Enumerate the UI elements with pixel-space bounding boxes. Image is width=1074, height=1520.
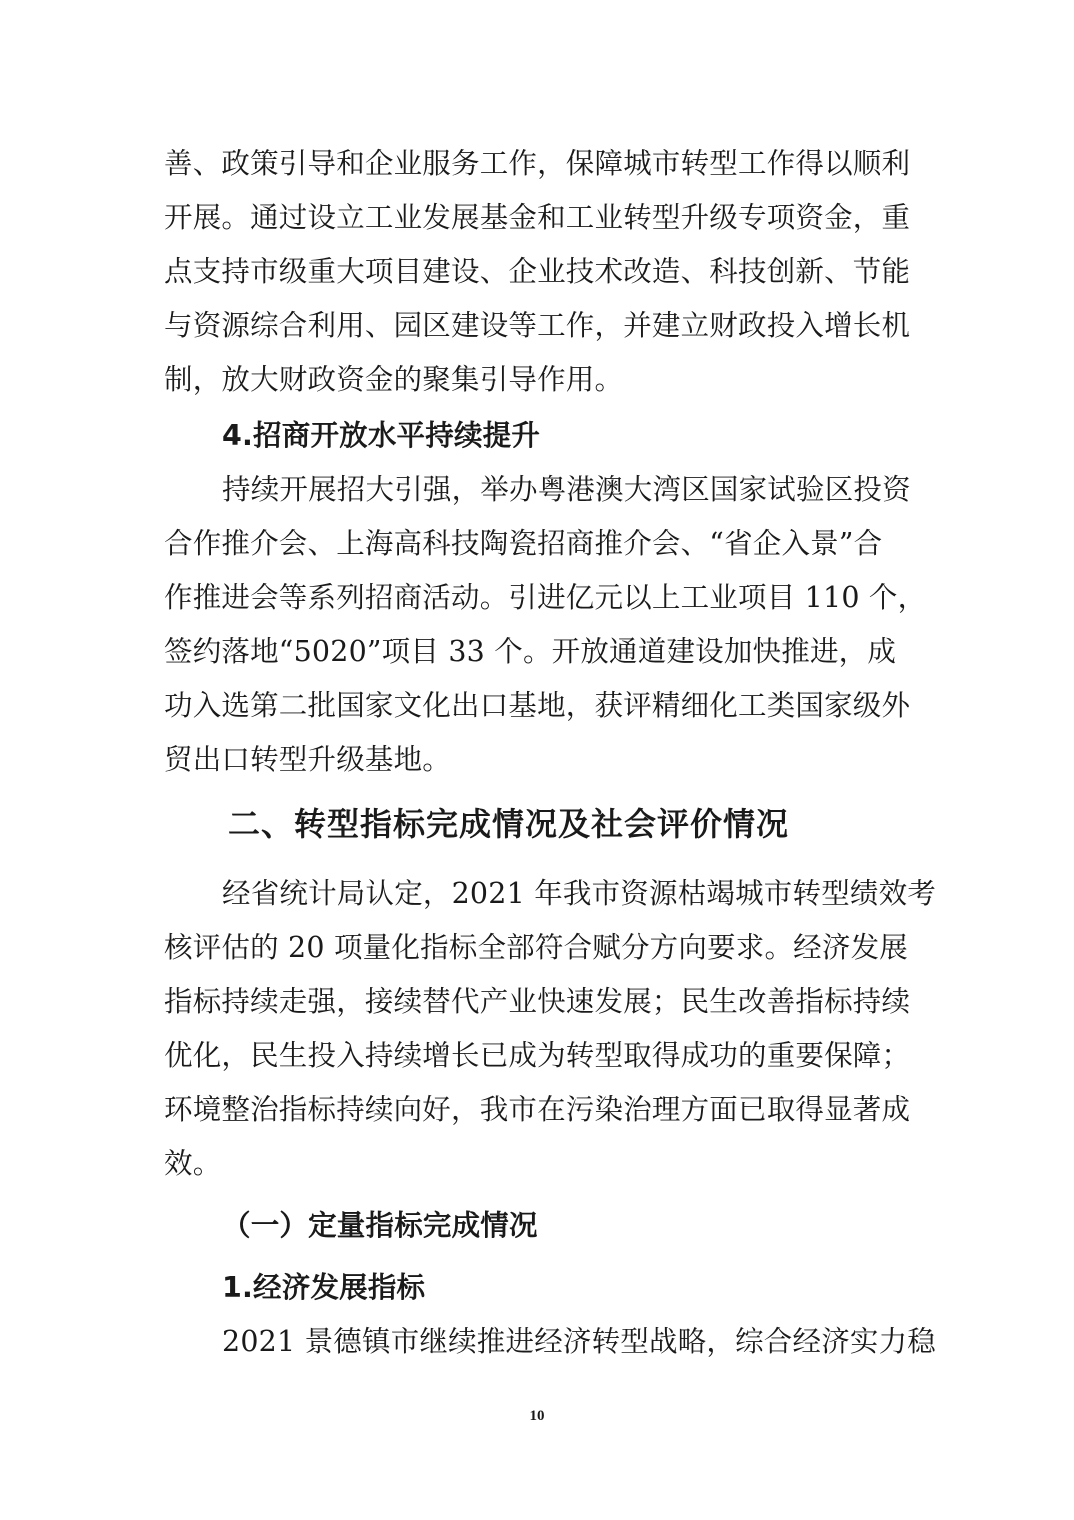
paragraph-line: 作推进会等系列招商活动。引进亿元以上工业项目 110 个，: [164, 581, 927, 614]
paragraph-line: 签约落地“5020”项目 33 个。开放通道建设加快推进，成: [164, 635, 897, 668]
page-number: 10: [529, 1408, 545, 1424]
paragraph-line: 2021 景德镇市继续推进经济转型战略，综合经济实力稳: [222, 1325, 936, 1358]
section-heading: 二、转型指标完成情况及社会评价情况: [228, 805, 790, 843]
paragraph-line: 点支持市级重大项目建设、企业技术改造、科技创新、节能: [164, 255, 911, 288]
subheading-investment: 4.招商开放水平持续提升: [222, 419, 541, 452]
paragraph-line: 优化，民生投入持续增长已成为转型取得成功的重要保障；: [164, 1039, 911, 1072]
paragraph-line: 与资源综合利用、园区建设等工作，并建立财政投入增长机: [164, 309, 911, 342]
paragraph-line: 经省统计局认定，2021 年我市资源枯竭城市转型绩效考: [222, 877, 936, 910]
paragraph-line: 开展。通过设立工业发展基金和工业转型升级专项资金，重: [164, 201, 911, 234]
paragraph-line: 制，放大财政资金的聚集引导作用。: [164, 363, 624, 396]
subsection-heading: （一）定量指标完成情况: [222, 1209, 538, 1242]
paragraph-line: 善、政策引导和企业服务工作，保障城市转型工作得以顺利: [164, 147, 911, 180]
paragraph-line: 环境整治指标持续向好，我市在污染治理方面已取得显著成: [164, 1093, 911, 1126]
paragraph-line: 核评估的 20 项量化指标全部符合赋分方向要求。经济发展: [164, 931, 908, 964]
paragraph-line: 合作推介会、上海高科技陶瓷招商推介会、“省企入景”合: [164, 527, 883, 560]
subheading-economic: 1.经济发展指标: [222, 1271, 426, 1304]
paragraph-line: 持续开展招大引强，举办粤港澳大湾区国家试验区投资: [222, 473, 911, 506]
paragraph-line: 效。: [164, 1147, 222, 1180]
paragraph-line: 贸出口转型升级基地。: [164, 743, 452, 776]
paragraph-line: 指标持续走强，接续替代产业快速发展；民生改善指标持续: [164, 985, 911, 1018]
paragraph-line: 功入选第二批国家文化出口基地，获评精细化工类国家级外: [164, 689, 911, 722]
